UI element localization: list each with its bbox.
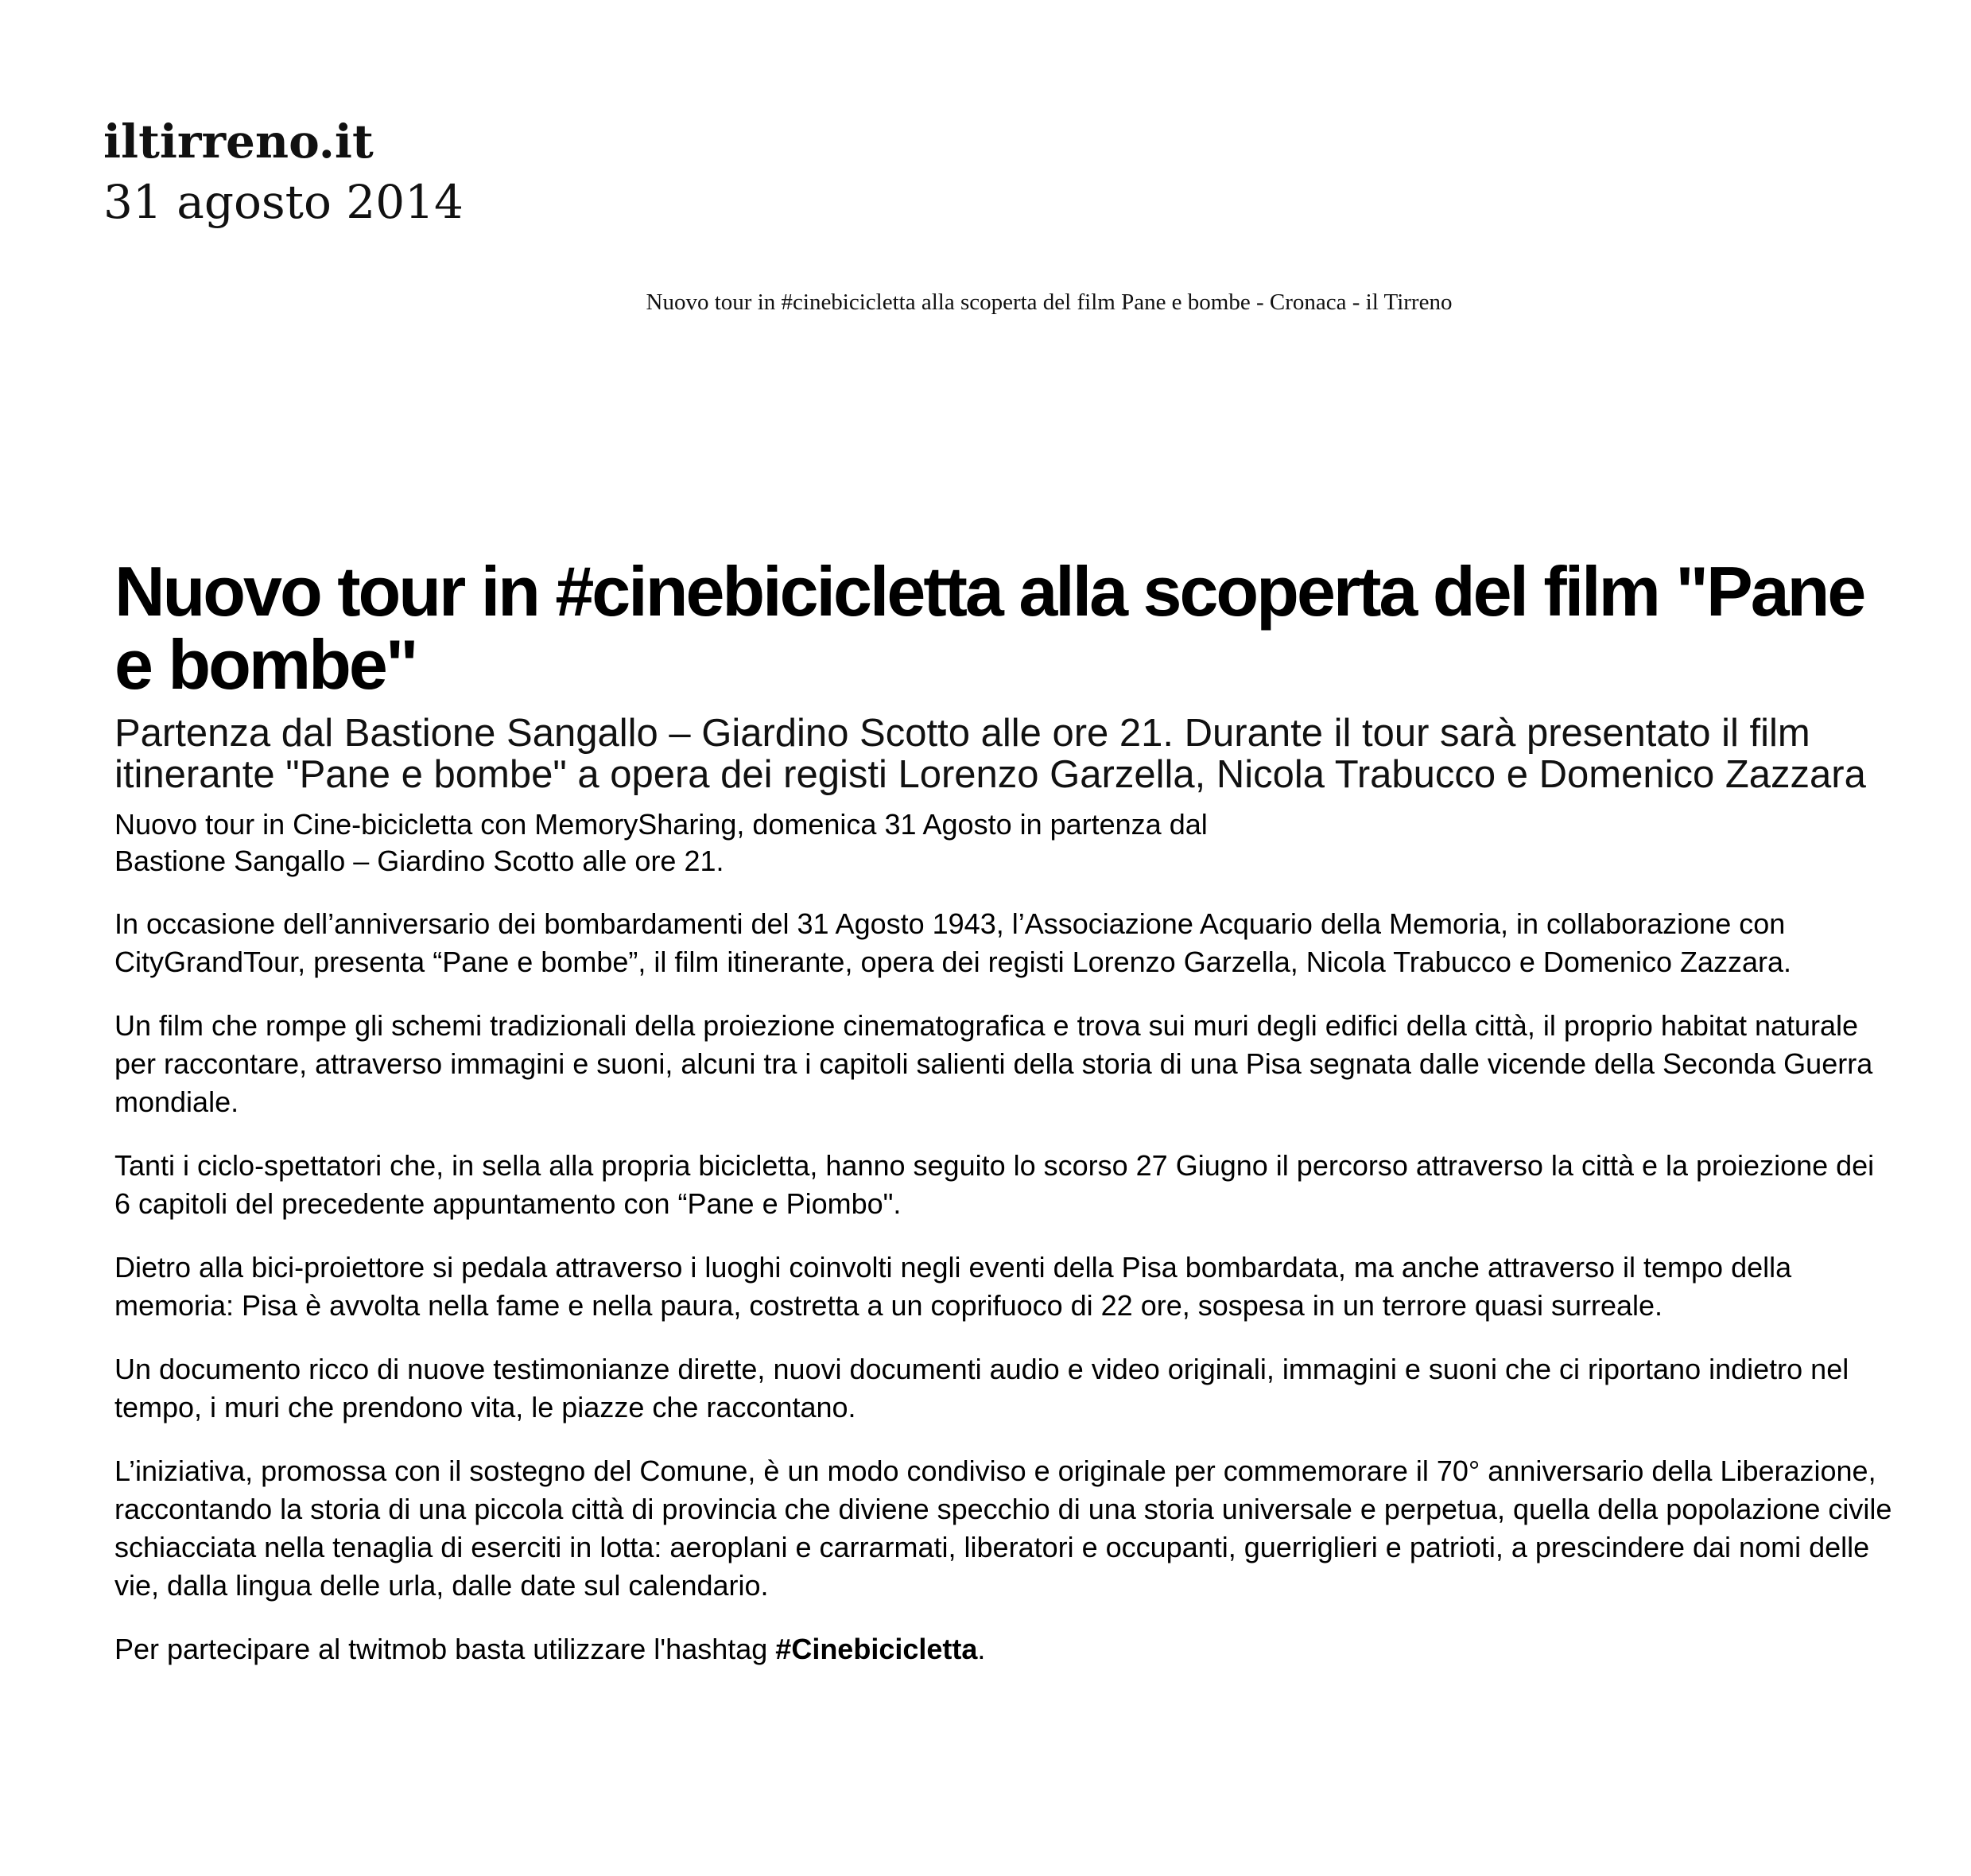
article-subtitle: Partenza dal Bastione Sangallo – Giardino Scotto alle ore 21. Durante il tour sarà presentato il film itinerante "Pane e bombe" a opera dei registi Lorenzo Garzella, Nicola Trabucco e Domenico Zazzara xyxy=(114,712,1866,796)
article-paragraph: Un documento ricco di nuove testimonianze dirette, nuovi documenti audio e video originali, immagini e suoni che ci riportano indietro nel tempo, i muri che prendono vita, le piazze che raccontano. xyxy=(114,1353,1849,1424)
source-name: iltirreno.it xyxy=(103,115,374,169)
article-lead: Nuovo tour in Cine-bicicletta con MemorySharing, domenica 31 Agosto in partenza dal Bastione Sangallo – Giardino Scotto alle ore 21. xyxy=(114,808,1208,877)
running-head: Nuovo tour in #cinebicicletta alla scoperta del film Pane e bombe - Cronaca - il Tirreno xyxy=(646,289,1453,315)
article-paragraph: Dietro alla bici-proiettore si pedala attraverso i luoghi coinvolti negli eventi della Pisa bombardata, ma anche attraverso il tempo della memoria: Pisa è avvolta nella fame e nella paura, costretta a un coprifuoco di 22 ore, sospesa in un terrore quasi surreale. xyxy=(114,1251,1792,1322)
article-paragraph: L’iniziativa, promossa con il sostegno del Comune, è un modo condiviso e originale per commemorare il 70° anniversario della Liberazione, raccontando la storia di una piccola città di provincia che diviene specchio di una storia universale e perpetua, quella della popolazione civile schiacciata nella tenaglia di eserciti in lotta: aeroplani e carrarmati, liberatori e occupanti, guerriglieri e patrioti, a prescindere dai nomi delle vie, dalla lingua delle urla, dalle date sul calendario. xyxy=(114,1455,1892,1602)
source-header xyxy=(103,111,464,232)
article-paragraph: Tanti i ciclo-spettatori che, in sella alla propria bicicletta, hanno seguito lo scorso 27 Giugno il percorso attraverso la città e la proiezione dei 6 capitoli del precedente appuntamento con “Pane e Piombo". xyxy=(114,1149,1875,1220)
article-headline: Nuovo tour in #cinebicicletta alla scoperta del film "Pane e bombe" xyxy=(114,552,1864,704)
closing-text: Per partecipare al twitmob basta utilizzare l'hashtag xyxy=(114,1633,776,1665)
article xyxy=(114,552,1895,1668)
source-date: 31 agosto 2014 xyxy=(103,175,464,229)
article-paragraph: Un film che rompe gli schemi tradizionali della proiezione cinematografica e trova sui muri degli edifici della città, il proprio habitat naturale per raccontare, attraverso immagini e suoni, alcuni tra i capitoli salienti della storia di una Pisa segnata dalle vicende della Seconda Guerra mondiale. xyxy=(114,1009,1873,1118)
article-closing xyxy=(114,1630,1895,1668)
closing-end: . xyxy=(977,1633,986,1665)
hashtag: #Cinebicicletta xyxy=(775,1633,978,1665)
article-paragraph: In occasione dell’anniversario dei bombardamenti del 31 Agosto 1943, l’Associazione Acquario della Memoria, in collaborazione con CityGrandTour, presenta “Pane e bombe”, il film itinerante, opera dei registi Lorenzo Garzella, Nicola Trabucco e Domenico Zazzara. xyxy=(114,907,1792,978)
